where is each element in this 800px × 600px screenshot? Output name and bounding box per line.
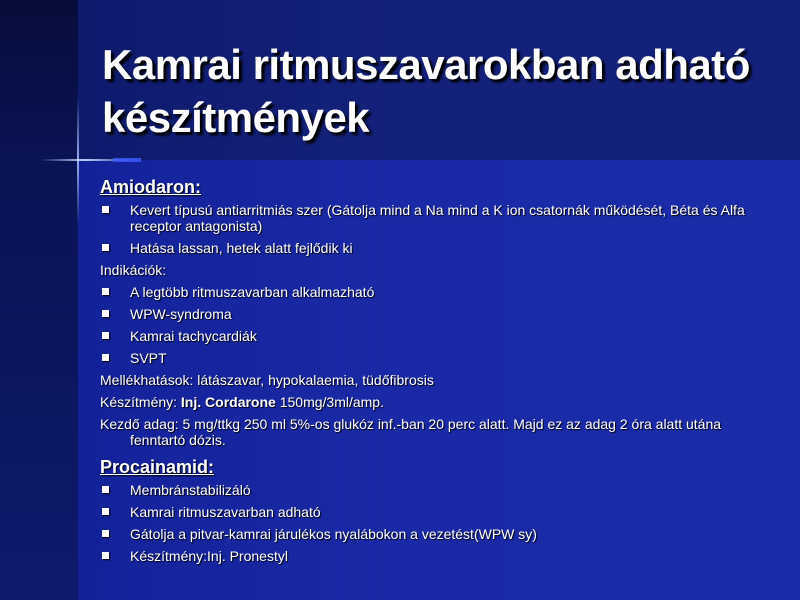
product-dose: 150mg/3ml/amp.: [275, 394, 384, 410]
left-decorative-strip: [0, 0, 78, 600]
list-item: SVPT: [100, 350, 760, 366]
slide-content: [100, 176, 760, 570]
list-item: Készítmény:Inj. Pronestyl: [100, 548, 760, 564]
sparkle-accent: [113, 158, 141, 162]
product-label: Készítmény:: [100, 394, 181, 410]
list-item: A legtöbb ritmuszavarban alkalmazható: [100, 284, 760, 300]
amiodaron-heading: Amiodaron:: [100, 177, 201, 197]
list-item: Gátolja a pitvar-kamrai járulékos nyalábokon a vezetést(WPW sy): [100, 526, 760, 542]
list-item: Membránstabilizáló: [100, 482, 760, 498]
side-effects-line: Mellékhatások: látászavar, hypokalaemia, tüdőfibrosis: [100, 372, 434, 388]
starting-dose-line: Kezdő adag: 5 mg/ttkg 250 ml 5%-os glukóz inf.-ban 20 perc alatt. Majd ez az adag 2 óra alatt utána fenntartó dózis.: [100, 416, 722, 448]
list-item: Hatása lassan, hetek alatt fejlődik ki: [100, 240, 760, 256]
product-name: Inj. Cordarone: [180, 394, 276, 410]
slide-title: Kamrai ritmuszavarokban adható készítmények: [102, 41, 750, 141]
list-item: Kamrai ritmuszavarban adható: [100, 504, 760, 520]
list-item: Kevert típusú antiarritmiás szer (Gátolja mind a Na mind a K ion csatornák működését, Béta és Alfa receptor antagonista): [100, 202, 760, 234]
indications-label: Indikációk:: [100, 262, 167, 278]
list-item: WPW-syndroma: [100, 306, 760, 322]
product-line: [100, 394, 760, 410]
procainamid-heading: Procainamid:: [100, 457, 215, 477]
list-item: Kamrai tachycardiák: [100, 328, 760, 344]
